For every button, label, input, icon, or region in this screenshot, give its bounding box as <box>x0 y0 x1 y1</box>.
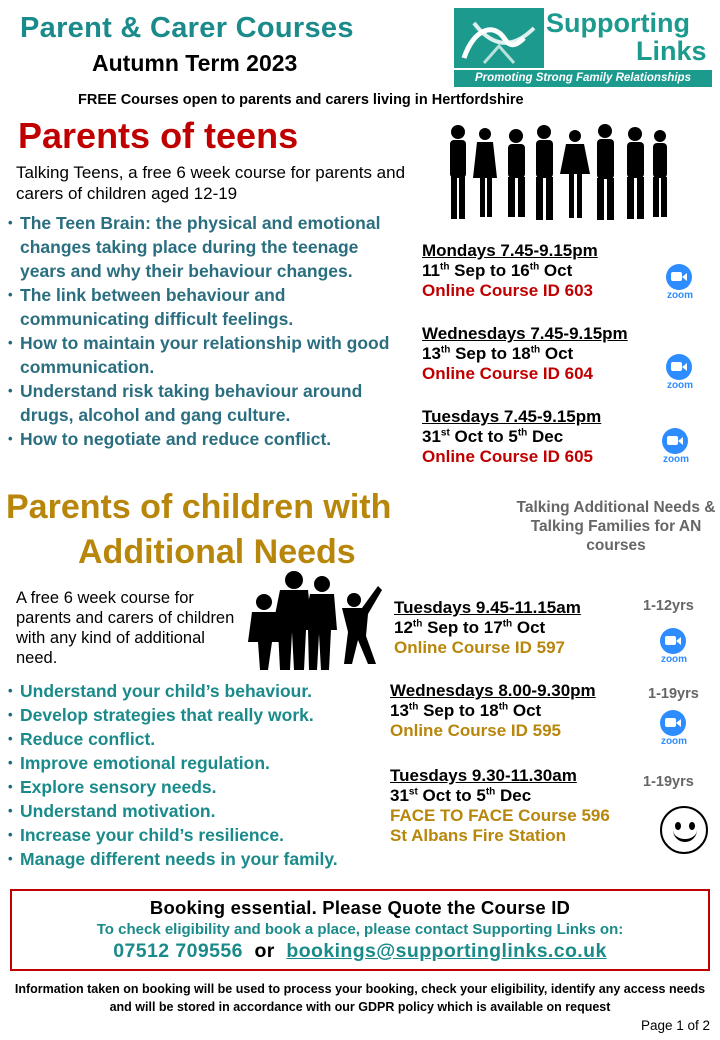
list-item: • How to negotiate and reduce conflict. <box>8 427 408 451</box>
list-item: • Improve emotional regulation. <box>8 751 398 775</box>
session-course-id: Online Course ID 597 <box>394 638 565 657</box>
an-session-596 <box>390 766 610 846</box>
session-heading: Wednesdays 7.45-9.15pm <box>422 324 628 343</box>
list-item: • The Teen Brain: the physical and emotional changes taking place during the teenage years and why their behaviour changes. <box>8 211 408 283</box>
list-item: • Understand risk taking behaviour around drugs, alcohol and gang culture. <box>8 379 408 427</box>
or-text: or <box>254 940 275 962</box>
session-dates: 11th Sep to 16th Oct <box>422 261 573 280</box>
session-heading: Wednesdays 8.00-9.30pm <box>390 681 596 700</box>
an-heading-line2: Additional Needs <box>78 533 356 571</box>
booking-box <box>10 889 710 971</box>
an-session-597 <box>394 598 581 658</box>
session-dates: 31st Oct to 5th Dec <box>422 427 564 446</box>
an-session-595 <box>390 681 596 741</box>
phone-number[interactable]: 07512 709556 <box>113 940 243 962</box>
age-range-badge: 1-12yrs <box>643 598 694 614</box>
gdpr-info: Information taken on booking will be used to process your booking, check your eligibility, identify any access needs and will be stored in accordance with our GDPR policy which is available on request <box>14 982 706 1014</box>
session-course-id: Online Course ID 595 <box>390 721 561 740</box>
session-heading: Tuesdays 9.45-11.15am <box>394 598 581 617</box>
booking-contact-line: To check eligibility and book a place, please contact Supporting Links on: <box>96 921 624 938</box>
session-course-id: FACE TO FACE Course 596 <box>390 806 610 825</box>
zoom-icon: zoom <box>656 710 692 748</box>
page-number: Page 1 of 2 <box>640 1018 710 1033</box>
age-range-badge: 1-19yrs <box>648 686 699 702</box>
session-course-id: Online Course ID 605 <box>422 447 593 466</box>
page-title: Parent & Carer Courses <box>20 12 354 44</box>
logo-name-line1: Supporting <box>546 8 690 38</box>
an-intro: A free 6 week course for parents and carers of children with any kind of additional need. <box>16 589 235 667</box>
family-silhouette-image <box>234 570 384 672</box>
free-courses-line: FREE Courses open to parents and carers living in Hertfordshire <box>78 92 524 108</box>
list-item: • Increase your child’s resilience. <box>8 823 398 847</box>
list-item: • Reduce conflict. <box>8 727 398 751</box>
session-course-id: Online Course ID 604 <box>422 364 593 383</box>
session-heading: Tuesdays 7.45-9.15pm <box>422 407 602 426</box>
session-course-id: Online Course ID 603 <box>422 281 593 300</box>
zoom-icon: zoom <box>662 264 698 302</box>
session-dates: 13th Sep to 18th Oct <box>422 344 574 363</box>
an-heading-line1: Parents of children with <box>6 488 392 526</box>
list-item: • How to maintain your relationship with good communication. <box>8 331 408 379</box>
teens-bullet-list <box>8 211 408 451</box>
booking-essential: Booking essential. Please Quote the Course ID <box>149 897 571 918</box>
session-dates: 13th Sep to 18th Oct <box>390 701 542 720</box>
session-dates: 12th Sep to 17th Oct <box>394 618 546 637</box>
booking-contacts <box>12 940 708 963</box>
list-item: • The link between behaviour and communicating difficult feelings. <box>8 283 408 331</box>
zoom-icon: zoom <box>658 428 694 466</box>
zoom-icon: zoom <box>662 354 698 392</box>
supporting-links-logo <box>454 8 712 88</box>
age-range-badge: 1-19yrs <box>643 774 694 790</box>
logo-name-line2: Links <box>636 36 707 66</box>
an-bullet-list <box>8 679 398 871</box>
logo-tagline: Promoting Strong Family Relationships <box>454 70 712 87</box>
session-heading: Mondays 7.45-9.15pm <box>422 241 598 260</box>
teens-session-605 <box>422 407 601 467</box>
session-venue: St Albans Fire Station <box>390 826 567 845</box>
list-item: • Develop strategies that really work. <box>8 703 398 727</box>
teens-intro: Talking Teens, a free 6 week course for parents and carers of children aged 12-19 <box>16 163 406 203</box>
teens-silhouette-image <box>440 122 670 222</box>
zoom-icon: zoom <box>656 628 692 666</box>
list-item: • Manage different needs in your family. <box>8 847 398 871</box>
email-link[interactable]: bookings@supportinglinks.co.uk <box>286 940 607 962</box>
teens-session-604 <box>422 324 628 384</box>
hands-logo-icon <box>454 8 544 68</box>
list-item: • Understand motivation. <box>8 799 398 823</box>
session-heading: Tuesdays 9.30-11.30am <box>390 766 577 785</box>
teens-heading: Parents of teens <box>18 115 299 156</box>
smiley-icon <box>660 806 708 854</box>
an-side-note: Talking Additional Needs & Talking Families for AN courses <box>516 499 716 554</box>
session-dates: 31st Oct to 5th Dec <box>390 786 532 805</box>
list-item: • Explore sensory needs. <box>8 775 398 799</box>
teens-session-603 <box>422 241 598 301</box>
list-item: • Understand your child’s behaviour. <box>8 679 398 703</box>
term-subtitle: Autumn Term 2023 <box>92 50 298 76</box>
